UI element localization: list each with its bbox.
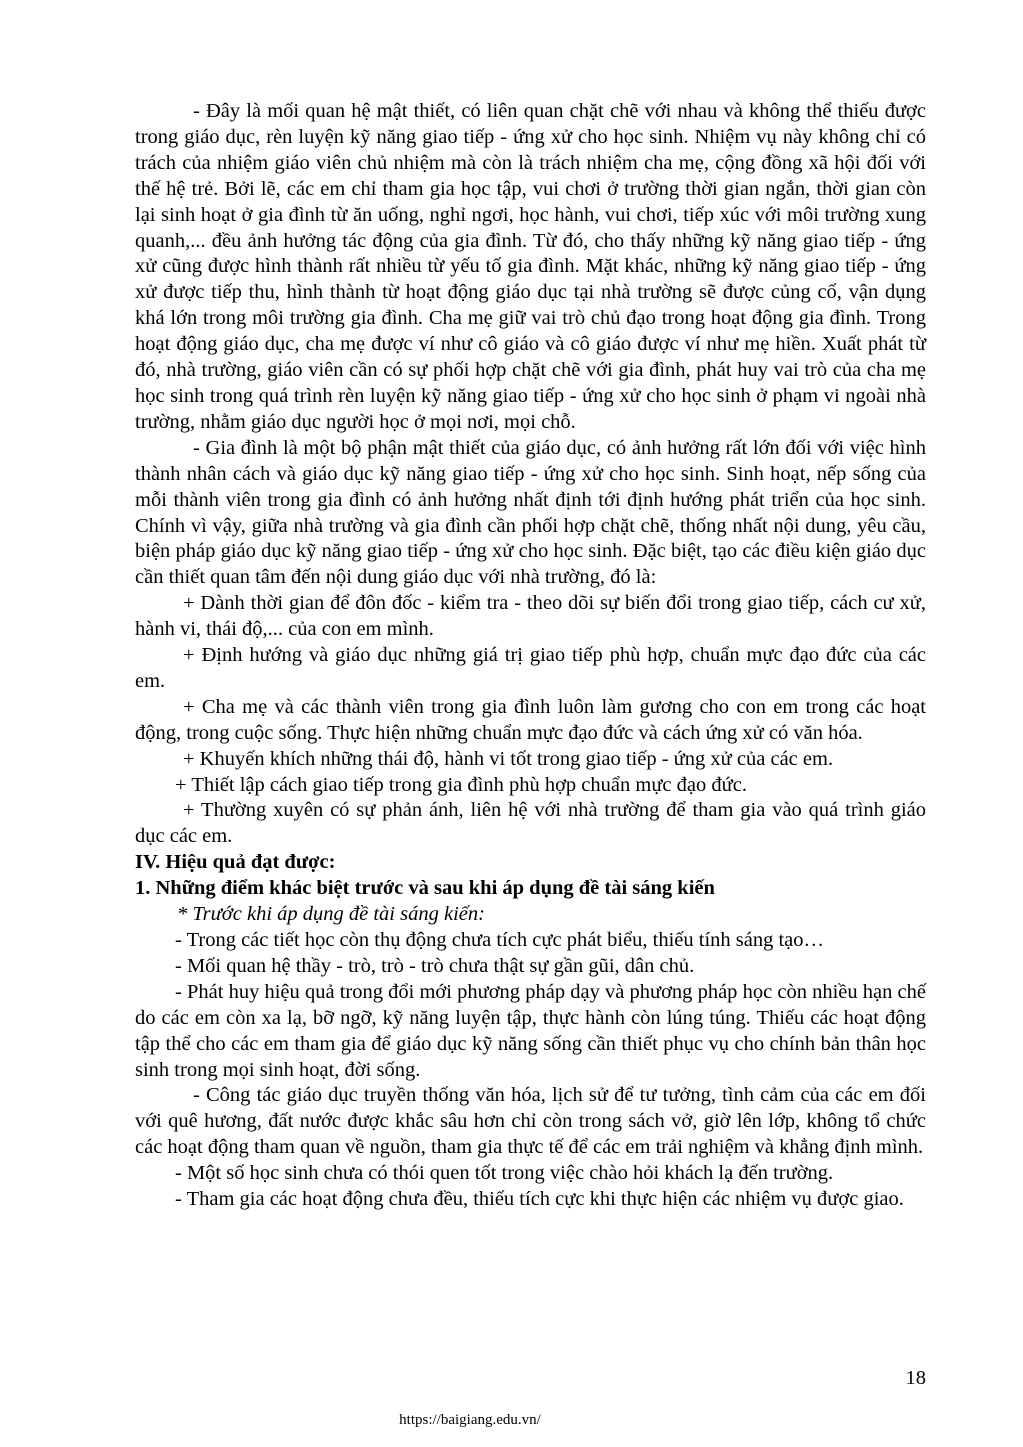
- list-item-encouragement: + Khuyến khích những thái độ, hành vi tốt trong giao tiếp - ứng xử của các em.: [183, 747, 834, 770]
- subsection-heading: 1. Những điểm khác biệt trước và sau khi áp dụng đề tài sáng kiến: [135, 877, 715, 900]
- list-item-participation: - Tham gia các hoạt động chưa đều, thiếu tích cực khi thực hiện các nhiệm vụ được giao.: [175, 1188, 904, 1211]
- list-item-greeting-habits: - Một số học sinh chưa có thói quen tốt trong việc chào hỏi khách lạ đến trường.: [175, 1162, 834, 1185]
- list-item-relationship: - Mối quan hệ thầy - trò, trò - trò chưa thật sự gần gũi, dân chủ.: [175, 954, 695, 977]
- list-item-feedback: + Thường xuyên có sự phản ánh, liên hệ với nhà trường để tham gia vào quá trình giáo dục các em.: [135, 799, 926, 848]
- list-item-communication: + Thiết lập cách giao tiếp trong gia đình phù hợp chuẩn mực đạo đức.: [175, 773, 747, 796]
- italic-note: * Trước khi áp dụng đề tài sáng kiến:: [177, 903, 485, 926]
- list-item-passive-learning: - Trong các tiết học còn thụ động chưa tích cực phát biểu, thiếu tính sáng tạo…: [175, 929, 825, 951]
- page-body: [135, 99, 926, 1213]
- page-number: 18: [905, 1367, 926, 1389]
- list-item-role-model: + Cha mẹ và các thành viên trong gia đình luôn làm gương cho con em trong các hoạt động, trong cuộc sống. Thực hiện những chuẩn mực đạo đức và cách ứng xử có văn hóa.: [135, 695, 926, 744]
- section-heading: IV. Hiệu quả đạt được:: [135, 851, 336, 874]
- list-item-orientation: + Định hướng và giáo dục những giá trị giao tiếp phù hợp, chuẩn mực đạo đức của các em.: [135, 644, 926, 692]
- footer-url: https://baigiang.edu.vn/: [399, 1412, 541, 1428]
- paragraph-family-role: - Gia đình là một bộ phận mật thiết của giáo dục, có ảnh hưởng rất lớn đối với việc hình thành nhân cách và giáo dục kỹ năng giao tiếp - ứng xử cho học sinh. Sinh hoạt, nếp sống của mỗi thành viên trong gia đình có ảnh hưởng nhất định tới định hướng phát triển của học sinh. Chính vì vậy, giữa nhà trường và gia đình cần phối hợp chặt chẽ, thống nhất nội dung, yêu cầu, biện pháp giáo dục kỹ năng giao tiếp - ứng xử cho học sinh. Đặc biệt, tạo các điều kiện giáo dục cần thiết quan tâm đến nội dung giáo dục với nhà trường, đó là:: [135, 436, 926, 589]
- list-item-time-supervision: + Dành thời gian để đôn đốc - kiểm tra - theo dõi sự biến đổi trong giao tiếp, cách cư xử, hành vi, thái độ,... của con em mình.: [135, 592, 926, 641]
- paragraph-family-relationship: - Đây là mối quan hệ mật thiết, có liên quan chặt chẽ với nhau và không thể thiếu được trong giáo dục, rèn luyện kỹ năng giao tiếp - ứng xử cho học sinh. Nhiệm vụ này không chỉ có trách của nhiệm giáo viên chủ nhiệm mà còn là trách nhiệm cha mẹ, cộng đồng xã hội đối với thế hệ trẻ. Bởi lẽ, các em chỉ tham gia học tập, vui chơi ở trường thời gian ngắn, thời gian còn lại sinh hoạt ở gia đình từ ăn uống, nghỉ ngơi, học hành, vui chơi, tiếp xúc với môi trường xung quanh,... đều ảnh hưởng tác động của gia đình. Từ đó, cho thấy những kỹ năng giao tiếp - ứng xử cũng được hình thành rất nhiều từ yếu tố gia đình. Mặt khác, những kỹ năng giao tiếp - ứng xử được tiếp thu, hình thành từ hoạt động giáo dục tại nhà trường sẽ được củng cố, vận dụng khá lớn trong môi trường gia đình. Cha mẹ giữ vai trò chủ đạo trong hoạt động gia đình. Trong hoạt động giáo dục, cha mẹ được ví như cô giáo và cô giáo được ví như mẹ hiền. Xuất phát từ đó, nhà trường, giáo viên cần có sự phối hợp chặt chẽ với gia đình, phát huy vai trò của cha mẹ học sinh trong quá trình rèn luyện kỹ năng giao tiếp - ứng xử cho học sinh ở phạm vi ngoài nhà trường, nhằm giáo dục người học ở mọi nơi, mọi chỗ.: [135, 100, 926, 433]
- list-item-tradition-education: - Công tác giáo dục truyền thống văn hóa, lịch sử để tư tưởng, tình cảm của các em đối với quê hương, đất nước được khắc sâu hơn chỉ còn trong sách vở, giờ lên lớp, không tổ chức các hoạt động tham quan về nguồn, tham gia thực tế để các em trải nghiệm và khẳng định mình.: [135, 1084, 926, 1159]
- list-item-method-limits: - Phát huy hiệu quả trong đổi mới phương pháp dạy và phương pháp học còn nhiều hạn chế do các em còn xa lạ, bỡ ngỡ, kỹ năng luyện tập, thực hành còn lúng túng. Thiếu các hoạt động tập thể cho các em tham gia để giáo dục kỹ năng sống cần thiết phục vụ cho chính bản thân học sinh trong mọi sinh hoạt, đời sống.: [135, 980, 926, 1081]
